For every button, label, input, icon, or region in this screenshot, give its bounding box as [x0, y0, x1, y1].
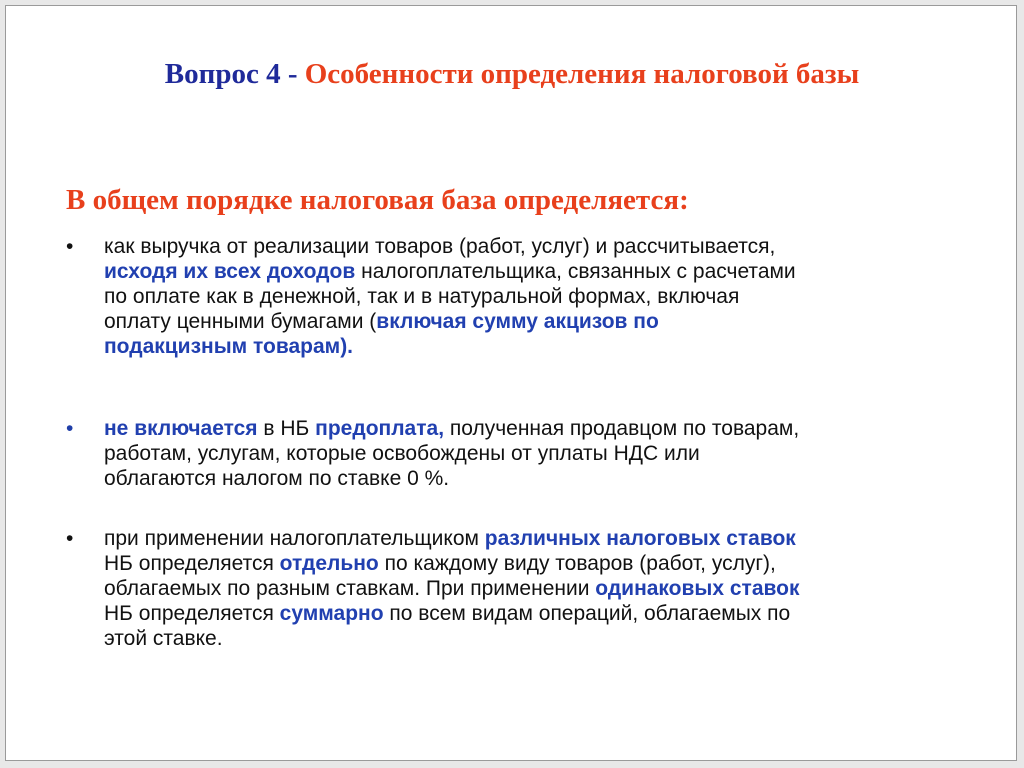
highlight-text: подакцизным товарам). — [104, 335, 354, 358]
title-question-number: Вопрос 4 - — [164, 58, 305, 90]
plain-text: по всем видам операций, облагаемых по — [383, 602, 791, 625]
text-line — [104, 334, 984, 359]
bullet-icon: • — [66, 417, 74, 440]
plain-text: НБ определяется — [104, 602, 280, 625]
text-line: облагаются налогом по ставке 0 %. — [104, 467, 450, 490]
highlight-text: включая сумму акцизов по — [376, 310, 659, 333]
text-line — [104, 576, 984, 601]
plain-text: при применении налогоплательщиком — [104, 527, 485, 550]
highlight-text: предоплата, — [315, 417, 445, 440]
highlight-text: отдельно — [279, 552, 379, 575]
text-line: по оплате как в денежной, так и в натуральной формах, включая — [104, 285, 740, 308]
text-line: как выручка от реализации товаров (работ, услуг) и рассчитывается, — [104, 235, 776, 258]
highlight-text: исходя их всех доходов — [104, 260, 356, 283]
plain-text: НБ определяется — [104, 552, 280, 575]
plain-text: налогоплательщика, связанных с расчетами — [355, 260, 796, 283]
highlight-text: не включается — [104, 417, 258, 440]
slide-title — [6, 58, 1018, 91]
plain-text: в НБ — [257, 417, 316, 440]
plain-text: оплату ценными бумагами ( — [104, 310, 377, 333]
highlight-text: различных налоговых ставок — [484, 527, 796, 550]
slide — [5, 5, 1017, 761]
text-line — [104, 309, 984, 334]
text-line — [104, 551, 984, 576]
text-line — [104, 526, 984, 551]
text-line: работам, услугам, которые освобождены от уплаты НДС или — [104, 442, 700, 465]
bullet-text — [104, 416, 984, 491]
bullet-icon: • — [66, 527, 74, 550]
highlight-text: одинаковых ставок — [595, 577, 800, 600]
text-line: этой ставке. — [104, 627, 223, 650]
title-topic: Особенности определения налоговой базы — [304, 58, 860, 90]
bullet-text — [104, 234, 984, 359]
text-line — [104, 416, 984, 441]
plain-text: облагаемых по разным ставкам. При применении — [104, 577, 596, 600]
highlight-text: суммарно — [279, 602, 384, 625]
section-heading: В общем порядке налоговая база определяется: — [66, 184, 689, 216]
bullet-icon: • — [66, 235, 74, 258]
plain-text: по каждому виду товаров (работ, услуг), — [378, 552, 776, 575]
text-line — [104, 601, 984, 626]
bullet-text — [104, 526, 984, 651]
plain-text: полученная продавцом по товарам, — [444, 417, 800, 440]
text-line — [104, 259, 984, 284]
